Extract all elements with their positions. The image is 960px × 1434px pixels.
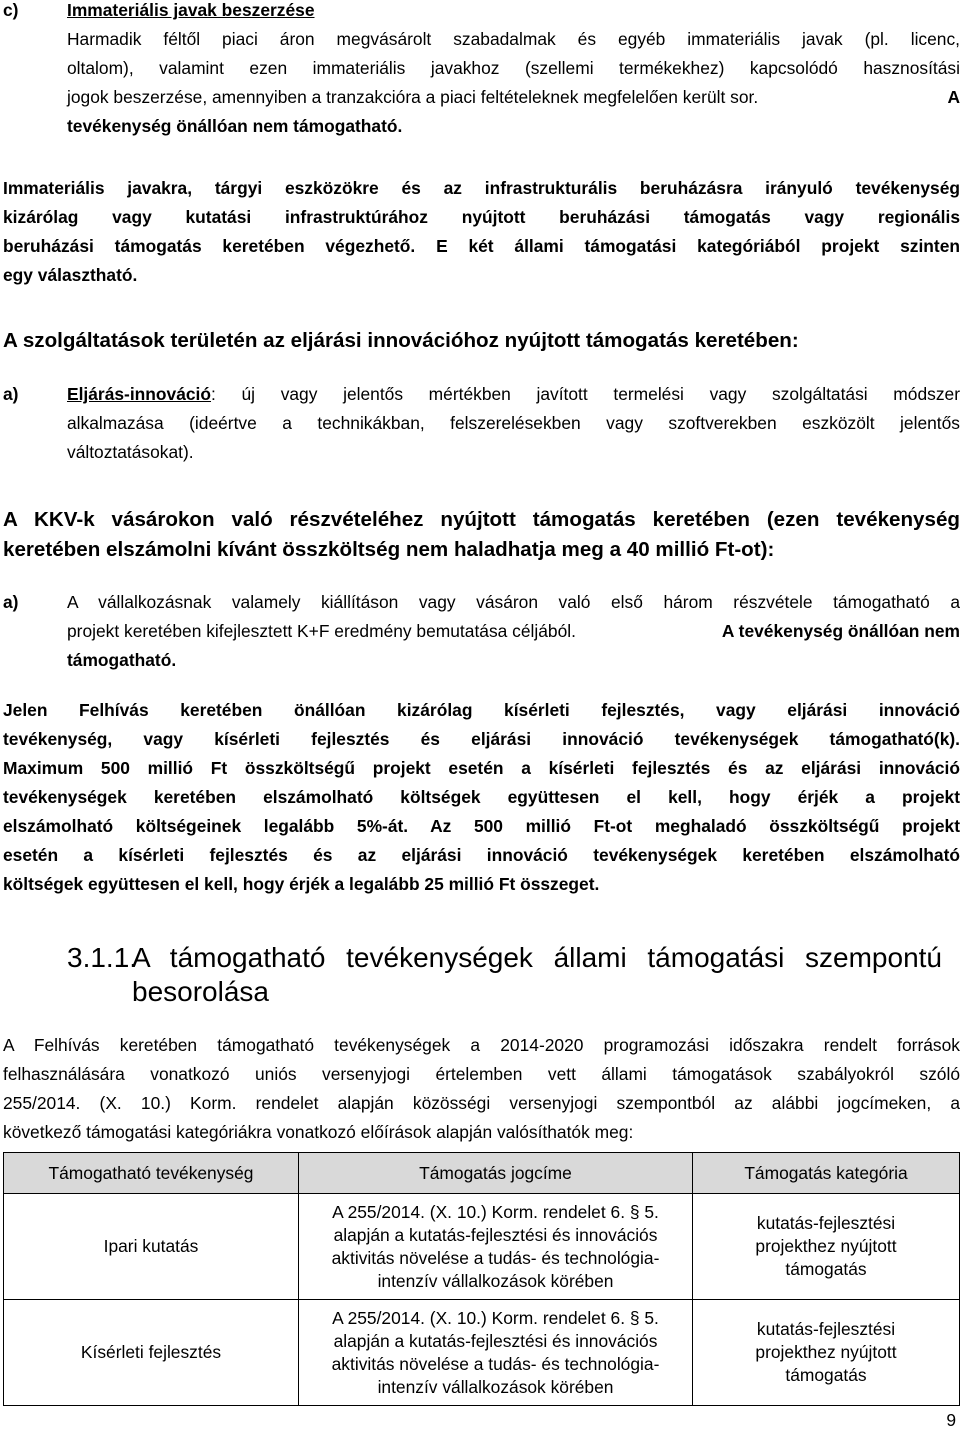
paragraph-text: jogok beszerzése, amennyiben a tranzakcióra a piaci feltételeknek megfelelően került sor. [67, 87, 759, 107]
paragraph-line: költségek együttesen el kell, hogy érjék a legalább 25 millió Ft összeget. [3, 874, 600, 894]
table-row [4, 1300, 960, 1406]
item-label-a: a) [3, 592, 19, 612]
paragraph-line: Jelen Felhívás keretében önállóan kizárólag kísérleti fejlesztés, vagy eljárási innováció [3, 700, 960, 720]
cell-line: alapján a kutatás-fejlesztési és innovációs [333, 1224, 658, 1245]
paragraph-line [67, 384, 960, 404]
paragraph-line: tevékenységek keretében elszámolható költségek együttesen el kell, hogy érjék a projekt [3, 787, 960, 807]
cell-line: alapján a kutatás-fejlesztési és innovációs [333, 1330, 658, 1351]
cell-line: aktivitás növelése a tudás- és technológia- [331, 1353, 660, 1374]
section-title: A támogatható tevékenységek állami támogatási szempontú [132, 942, 942, 973]
cell-line: A 255/2014. (X. 10.) Korm. rendelet 6. § 5. [332, 1307, 659, 1328]
paragraph-line: Harmadik féltől piaci áron megvásárolt szabadalmak és egyéb immateriális javak (pl. licenc, [67, 29, 960, 49]
subheading: A KKV-k vásárokon való részvételéhez nyújtott támogatás keretében (ezen tevékenység [3, 508, 960, 531]
paragraph-line: felhasználására vonatkozó uniós versenyjogi értelemben vett állami támogatások szabályokról szóló [3, 1064, 960, 1084]
table-cell-legal [299, 1300, 693, 1406]
paragraph-line: beruházási támogatás keretében végezhető. E két állami támogatási kategóriából projekt szinten [3, 236, 960, 256]
cell-line: kutatás-fejlesztési [756, 1319, 896, 1339]
subheading: A szolgáltatások területén az eljárási innovációhoz nyújtott támogatás keretében: [3, 329, 799, 352]
term: Eljárás-innováció [67, 384, 212, 404]
paragraph-line: kizárólag vagy kutatási infrastruktúrához nyújtott beruházási támogatás vagy regionális [3, 207, 960, 227]
table-cell-category [693, 1194, 960, 1300]
cell-line: intenzív vállalkozások körében [377, 1270, 614, 1291]
bold-text: A tevékenység önállóan nem [721, 621, 960, 641]
page-number: 9 [946, 1410, 956, 1430]
paragraph-line: tevékenység, vagy kísérleti fejlesztés és eljárási innováció tevékenységek támogatható(k). [3, 729, 960, 749]
table-header-cell: Támogatás kategória [693, 1153, 960, 1194]
paragraph-line [67, 621, 960, 641]
paragraph-line: A Felhívás keretében támogatható tevékenységek a 2014-2020 programozási időszakra rendelt források [3, 1035, 960, 1055]
cell-line: A 255/2014. (X. 10.) Korm. rendelet 6. § 5. [332, 1201, 659, 1222]
paragraph-line [67, 87, 960, 107]
section-number: 3.1.1. [67, 942, 138, 973]
table-row [4, 1194, 960, 1300]
paragraph-line: elszámolható költségeinek legalább 5%-át. Az 500 millió Ft-ot meghaladó összköltségű projekt [3, 816, 960, 836]
cell-line: támogatás [785, 1365, 867, 1385]
paragraph-text: projekt keretében kifejlesztett K+F eredmény bemutatása céljából. [67, 621, 576, 641]
paragraph-text: : új vagy jelentős mértékben javított termelési vagy szolgáltatási módszer [211, 384, 960, 404]
paragraph-line: alkalmazása (ideértve a technikákban, felszerelésekben vagy szoftverekben eszközölt jelentős [67, 413, 960, 433]
cell-line: intenzív vállalkozások körében [377, 1376, 614, 1397]
paragraph-line: 255/2014. (X. 10.) Korm. rendelet alapján közösségi versenyjogi szempontból az alábbi jogcímeken, a [3, 1093, 960, 1113]
table-header-cell: Támogatható tevékenység [4, 1153, 299, 1194]
paragraph-line: Maximum 500 millió Ft összköltségű projekt esetén a kísérleti fejlesztés és az eljárási innováció [3, 758, 960, 778]
paragraph-line: Immateriális javakra, tárgyi eszközökre és az infrastrukturális beruházásra irányuló tevékenység [3, 178, 960, 198]
subheading: keretében elszámolni kívánt összköltség nem haladhatja meg a 40 millió Ft-ot): [3, 538, 775, 561]
bold-statement: tevékenység önállóan nem támogatható. [67, 116, 403, 136]
table-cell-activity: Kísérleti fejlesztés [4, 1300, 299, 1406]
cell-line: aktivitás növelése a tudás- és technológia- [331, 1247, 660, 1268]
section-title-immaterial: Immateriális javak beszerzése [67, 0, 315, 20]
paragraph-line: egy választható. [3, 265, 138, 285]
table-cell-legal [299, 1194, 693, 1300]
bold-statement: támogatható. [67, 650, 177, 670]
cell-line: kutatás-fejlesztési [756, 1213, 896, 1233]
table-cell-activity: Ipari kutatás [4, 1194, 299, 1300]
paragraph-line: oltalom), valamint ezen immateriális javakhoz (szellemi termékekhez) kapcsolódó hasznosítási [67, 58, 960, 78]
cell-line: projekthez nyújtott [755, 1236, 897, 1256]
section-title: besorolása [132, 976, 269, 1007]
cell-line: projekthez nyújtott [755, 1342, 897, 1362]
item-label-c: c) [3, 0, 19, 20]
bold-text: A [947, 87, 960, 107]
table-header-row [4, 1153, 960, 1194]
paragraph-line: változtatásokat). [67, 442, 194, 462]
table-cell-category [693, 1300, 960, 1406]
paragraph-line: esetén a kísérleti fejlesztés és az eljárási innováció tevékenységek keretében elszámolható [3, 845, 960, 865]
table-header-cell: Támogatás jogcíme [299, 1153, 693, 1194]
cell-line: támogatás [785, 1259, 867, 1279]
paragraph-line: A vállalkozásnak valamely kiállításon vagy vásáron való első három részvétele támogatható a [67, 592, 960, 612]
support-category-table [3, 1152, 960, 1406]
paragraph-line: következő támogatási kategóriákra vonatkozó előírások alapján valósíthatók meg: [3, 1122, 634, 1142]
item-label-a: a) [3, 384, 19, 404]
